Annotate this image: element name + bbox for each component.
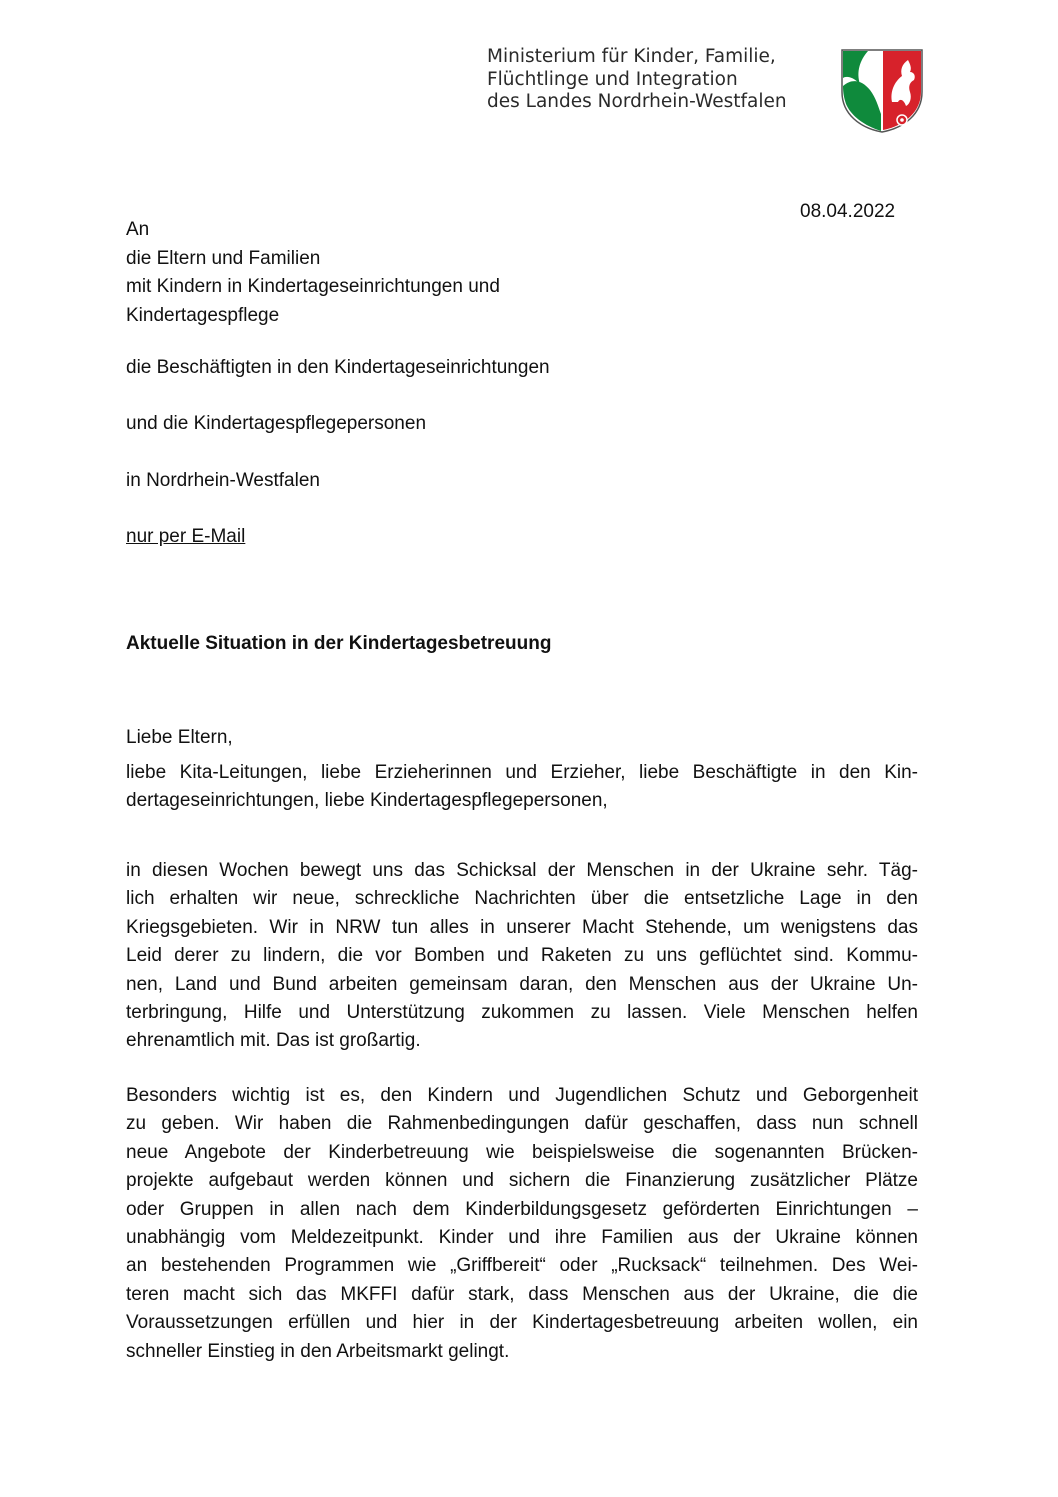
text-line: Besonders wichtig ist es, den Kindern und Jugendlichen Schutz und Geborgenheit xyxy=(126,1085,918,1106)
salutation: Liebe Eltern, xyxy=(126,727,233,748)
address-line: mit Kindern in Kindertageseinrichtungen und xyxy=(126,276,500,297)
text-line: dertageseinrichtungen, liebe Kindertagespflegepersonen, xyxy=(126,790,608,812)
text-line: in diesen Wochen bewegt uns das Schicksal der Menschen in der Ukraine sehr. Täg- xyxy=(126,860,918,881)
salutation-continued xyxy=(126,759,918,816)
text-line: lich erhalten wir neue, schreckliche Nachrichten über die entsetzliche Lage in den xyxy=(126,888,918,910)
address-line: und die Kindertagespflegepersonen xyxy=(126,413,427,434)
nrw-coat-of-arms-icon xyxy=(838,46,926,134)
address-line: die Beschäftigten in den Kindertageseinrichtungen xyxy=(126,357,550,378)
ministry-line: Flüchtlinge und Integration xyxy=(487,68,738,90)
address-line: die Eltern und Familien xyxy=(126,247,321,269)
ministry-line: des Landes Nordrhein-Westfalen xyxy=(487,91,787,112)
ministry-line: Ministerium für Kinder, Familie, xyxy=(487,46,776,67)
delivery-note: nur per E-Mail xyxy=(126,526,246,547)
ministry-name xyxy=(487,46,787,114)
paragraph-2 xyxy=(126,1082,918,1366)
text-line: Voraussetzungen erfüllen und hier in der Kindertagesbetreuung arbeiten wollen, ein xyxy=(126,1312,918,1334)
text-line: Kriegsgebieten. Wir in NRW tun alles in unserer Macht Stehende, um wenigstens das xyxy=(126,916,918,938)
text-line: zu geben. Wir haben die Rahmenbedingungen dafür geschaffen, dass nun schnell xyxy=(126,1113,918,1135)
text-line: oder Gruppen in allen nach dem Kinderbildungsgesetz geförderten Einrichtungen – xyxy=(126,1198,918,1220)
text-line: neue Angebote der Kinderbetreuung wie beispielsweise die sogenannten Brücken- xyxy=(126,1141,918,1163)
letter-subject: Aktuelle Situation in der Kindertagesbetreuung xyxy=(126,633,552,654)
address-line: in Nordrhein-Westfalen xyxy=(126,470,320,491)
text-line: projekte aufgebaut werden können und sichern die Finanzierung zusätzlicher Plätze xyxy=(126,1170,918,1192)
text-line: teren macht sich das MKFFI dafür stark, dass Menschen aus der Ukraine, die die xyxy=(126,1283,918,1305)
paragraph-1 xyxy=(126,857,918,1056)
text-line: an bestehenden Programmen wie „Griffbereit“ oder „Rucksack“ teilnehmen. Des Wei- xyxy=(126,1255,918,1277)
text-line: schneller Einstieg in den Arbeitsmarkt gelingt. xyxy=(126,1340,510,1362)
recipient-address xyxy=(126,216,500,330)
text-line: unabhängig vom Meldezeitpunkt. Kinder und ihre Familien aus der Ukraine können xyxy=(126,1227,918,1249)
letter-date: 08.04.2022 xyxy=(800,201,896,222)
text-line: Leid derer zu lindern, die vor Bomben und Raketen zu uns geflüchtet sind. Kommu- xyxy=(126,945,918,967)
text-line: nen, Land und Bund arbeiten gemeinsam daran, den Menschen aus der Ukraine Un- xyxy=(126,973,918,995)
text-line: terbringung, Hilfe und Unterstützung zukommen zu lassen. Viele Menschen helfen xyxy=(126,1002,918,1024)
address-line: An xyxy=(126,219,150,240)
text-line: ehrenamtlich mit. Das ist großartig. xyxy=(126,1030,421,1052)
address-line: Kindertagespflege xyxy=(126,304,280,326)
text-line: liebe Kita-Leitungen, liebe Erzieherinnen und Erzieher, liebe Beschäftigte in den Kin- xyxy=(126,762,918,783)
